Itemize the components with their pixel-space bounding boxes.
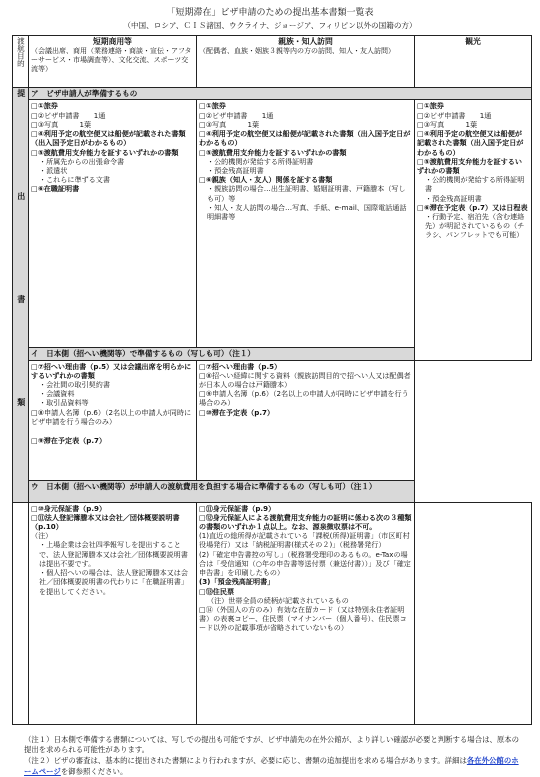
list-item: ・会社間の取引契約書: [39, 379, 110, 389]
section-c-label: ウ 日本側（招へい機関等）が申請人の渡航費用を負担する場合に準備するもの（写しも可）（注１）: [29, 480, 415, 502]
footnote-2: [24, 756, 520, 777]
list-item: □⑨滞在予定表（p.7）: [31, 436, 107, 446]
list-item: （注）: [31, 531, 53, 541]
list-item: □⑬住民票: [199, 586, 235, 596]
list-item: □⑧招へい経緯に関する資料（親族訪問目的で招へい人又は配偶者が日本人の場合は戸籍謄本）: [199, 370, 411, 389]
list-item: ・行動予定、宿泊先（含む連絡先）が明記されているもの（チラシ、パンフレットでも可能）: [425, 212, 525, 240]
list-item: ・上場企業は会社四季報写しを提出することで、法人登記簿謄本又は会社／団体概要説明書は提出不要です。: [39, 540, 188, 568]
family-header: [197, 35, 415, 87]
list-item: □①旅券: [31, 101, 58, 111]
footnotes: [24, 735, 520, 777]
list-item: ・公的機関が発給する所得証明書: [207, 156, 314, 166]
list-item: □②ビザ申請書 1通: [417, 110, 492, 120]
list-item: (2)「確定申告書控の写し」（税務署受理印のあるもの。e-Taxの場合は「受信通知（○年の申告書等送付票（兼送付書））」及び「確定申告書」を印刷したもの）: [199, 549, 411, 578]
page-subtitle: （中国、ロシア、ＣＩＳ諸国、ウクライナ、ジョージア、フィリピン以外の国籍の方）: [123, 20, 417, 30]
footnote-2-text: （注２）ビザの審査は、基本的に提出された書類により行われますが、必要に応じ、書類の追加提出を求める場合があります。詳細は: [24, 756, 467, 766]
list-item: □③写真 1葉: [31, 119, 92, 129]
list-item: □⑪法人登記簿謄本又は会社／団体概要説明書（p.10）: [31, 512, 180, 531]
section-a-business: [29, 100, 197, 347]
list-item: ・所属先からの出張命令書: [39, 156, 125, 166]
section-a-tourism: [415, 100, 532, 360]
list-item: □⑤渡航費用支弁能力を証するいずれかの書類: [417, 156, 522, 175]
docs-label-cell: [13, 87, 29, 502]
purpose-label-cell: [13, 35, 29, 87]
list-item: □⑥滞在予定表（p.7）又は日程表: [417, 202, 528, 212]
list-item: □⑨申請人名簿（p.6）（2名以上の申請人が同時にビザ申請を行う場合のみ）: [199, 389, 409, 408]
section-b-business: [29, 360, 197, 480]
business-header: [29, 35, 197, 87]
list-item: □④利用予定の航空便又は船便が記載された書類（出入国予定日がわかるもの）: [31, 129, 186, 148]
family-desc: （配偶者、血族・姻族３親等内の方の訪問、知人・友人訪問）: [199, 46, 395, 55]
list-item: □⑩滞在予定表（p.7）: [199, 407, 275, 417]
list-item: □⑤渡航費用支弁能力を証するいずれかの書類: [199, 147, 347, 157]
section-a-row: [13, 87, 532, 100]
list-item: ・預金残高証明書: [207, 165, 264, 175]
docs-label: 提出書類: [16, 88, 26, 501]
section-a-content: [13, 100, 532, 347]
list-item: (1)直近の総所得が記載されている「課税(所得)証明書」（市区町村役場発行）又は「納税証明書(様式その２)」（税務署発行）: [199, 531, 410, 550]
list-item: (3)「預金残高証明書」: [199, 577, 275, 587]
footnote-1: （注１）日本側で準備する書類については、写しでの提出も可能ですが、ビザ申請先の在外公館が、より詳しい確認が必要と判断する場合は、原本の提出を求められる可能性があります。: [24, 734, 520, 755]
section-c-family: [197, 502, 415, 724]
list-item: □⑧申請人名簿（p.6）（2名以上の申請人が同時にビザ申請を行う場合のみ）: [31, 407, 192, 426]
business-desc: （会議出席、商用（業務連絡・商談・宣伝・アフターサービス・市場調査等）、文化交流、スポーツ交流等）: [31, 46, 192, 73]
list-item: □⑩身元保証書（p.9）: [31, 503, 107, 513]
list-item: □⑪身元保証書（p.9）: [199, 503, 276, 513]
list-item: （注）世帯全員の続柄が記載されているもの: [207, 595, 349, 605]
list-item: ・公的機関が発給する所得証明書: [425, 175, 525, 194]
list-item: ・会議資料: [39, 389, 75, 399]
section-b-label: イ 日本側（招へい機関等）で準備するもの（写しも可）（注１）: [29, 347, 415, 360]
list-item: □⑦招へい理由書（p.5）: [199, 361, 282, 371]
section-c-table: [12, 502, 532, 725]
business-title: 短期商用等: [93, 36, 132, 46]
section-b-family: [197, 360, 415, 480]
list-item: □⑫身元保証人による渡航費用支弁能力の証明に係わる次の３種類の書類のいずれか１点以上。なお、源泉徴収票は不可。: [199, 512, 412, 531]
list-item: □⑥在職証明書: [31, 184, 80, 194]
requirements-table: [12, 35, 532, 503]
list-item: ・個人招へいの場合は、法人登記簿謄本又は会社／団体概要説明書の代わりに「在職証明書」を提出してください。: [39, 568, 188, 596]
footnote-2-end: を御参照ください。: [60, 766, 128, 776]
section-c-content: [13, 502, 532, 724]
page-title: 「短期滞在」ビザ申請のための提出基本書類一覧表: [166, 8, 374, 18]
list-item: ・預金残高証明書: [425, 193, 482, 203]
header-row: [13, 35, 532, 87]
section-c-tourism-empty: [415, 502, 532, 724]
section-c-business: [29, 502, 197, 724]
list-item: □②ビザ申請書 1通: [199, 110, 274, 120]
list-item: ・派遣状: [39, 165, 68, 175]
list-item: ・これらに準ずる文書: [39, 175, 110, 185]
list-item: □⑤渡航費用支弁能力を証するいずれかの書類: [31, 147, 179, 157]
docs-label-cont: [13, 502, 29, 724]
section-b-content: [13, 360, 532, 480]
section-a-family: [197, 100, 415, 347]
list-item: ・親族訪問の場合…出生証明書、婚姻証明書、戸籍謄本（写しも可）等: [207, 184, 406, 203]
section-a-label: ア ビザ申請人が準備するもの: [29, 87, 532, 100]
purpose-label: 渡航目的: [16, 36, 26, 67]
list-item: □①旅券: [199, 101, 226, 111]
list-item: □②ビザ申請書 1通: [31, 110, 106, 120]
list-item: □④利用予定の航空便又は船便が記載された書類（出入国予定日がわかるもの）: [199, 129, 411, 148]
tourism-title: 観光: [465, 36, 481, 46]
list-item: □④利用予定の航空便又は船便が記載された書類（出入国予定日がわかるもの）: [417, 129, 524, 157]
list-item: ・取引品資料等: [39, 398, 89, 408]
list-item: □③写真 1葉: [199, 119, 260, 129]
embassy-homepage-link[interactable]: 各在外公館のホームページ: [24, 756, 519, 776]
list-item: □⑥親族（知人・友人）関係を証する書類: [199, 175, 333, 185]
list-item: □①旅券: [417, 101, 444, 111]
list-item: □⑦招へい理由書（p.5）又は会議出席を明らかにするいずれかの書類: [31, 361, 192, 380]
family-title: 親族・知人訪問: [278, 36, 333, 46]
section-c-row: [13, 480, 532, 502]
list-item: ・知人・友人訪問の場合…写真、手紙、e-mail、国際電話通話明細書等: [207, 202, 407, 222]
list-item: □③写真 1葉: [417, 119, 478, 129]
tourism-header: [415, 35, 532, 87]
list-item: □⑭（外国人の方のみ）有効な在留カード（又は特別永住者証明書）の表裏コピー、住民票（マイナンバー（個人番号）、住民票コード以外の記載事項が省略されていないもの）: [199, 604, 407, 633]
